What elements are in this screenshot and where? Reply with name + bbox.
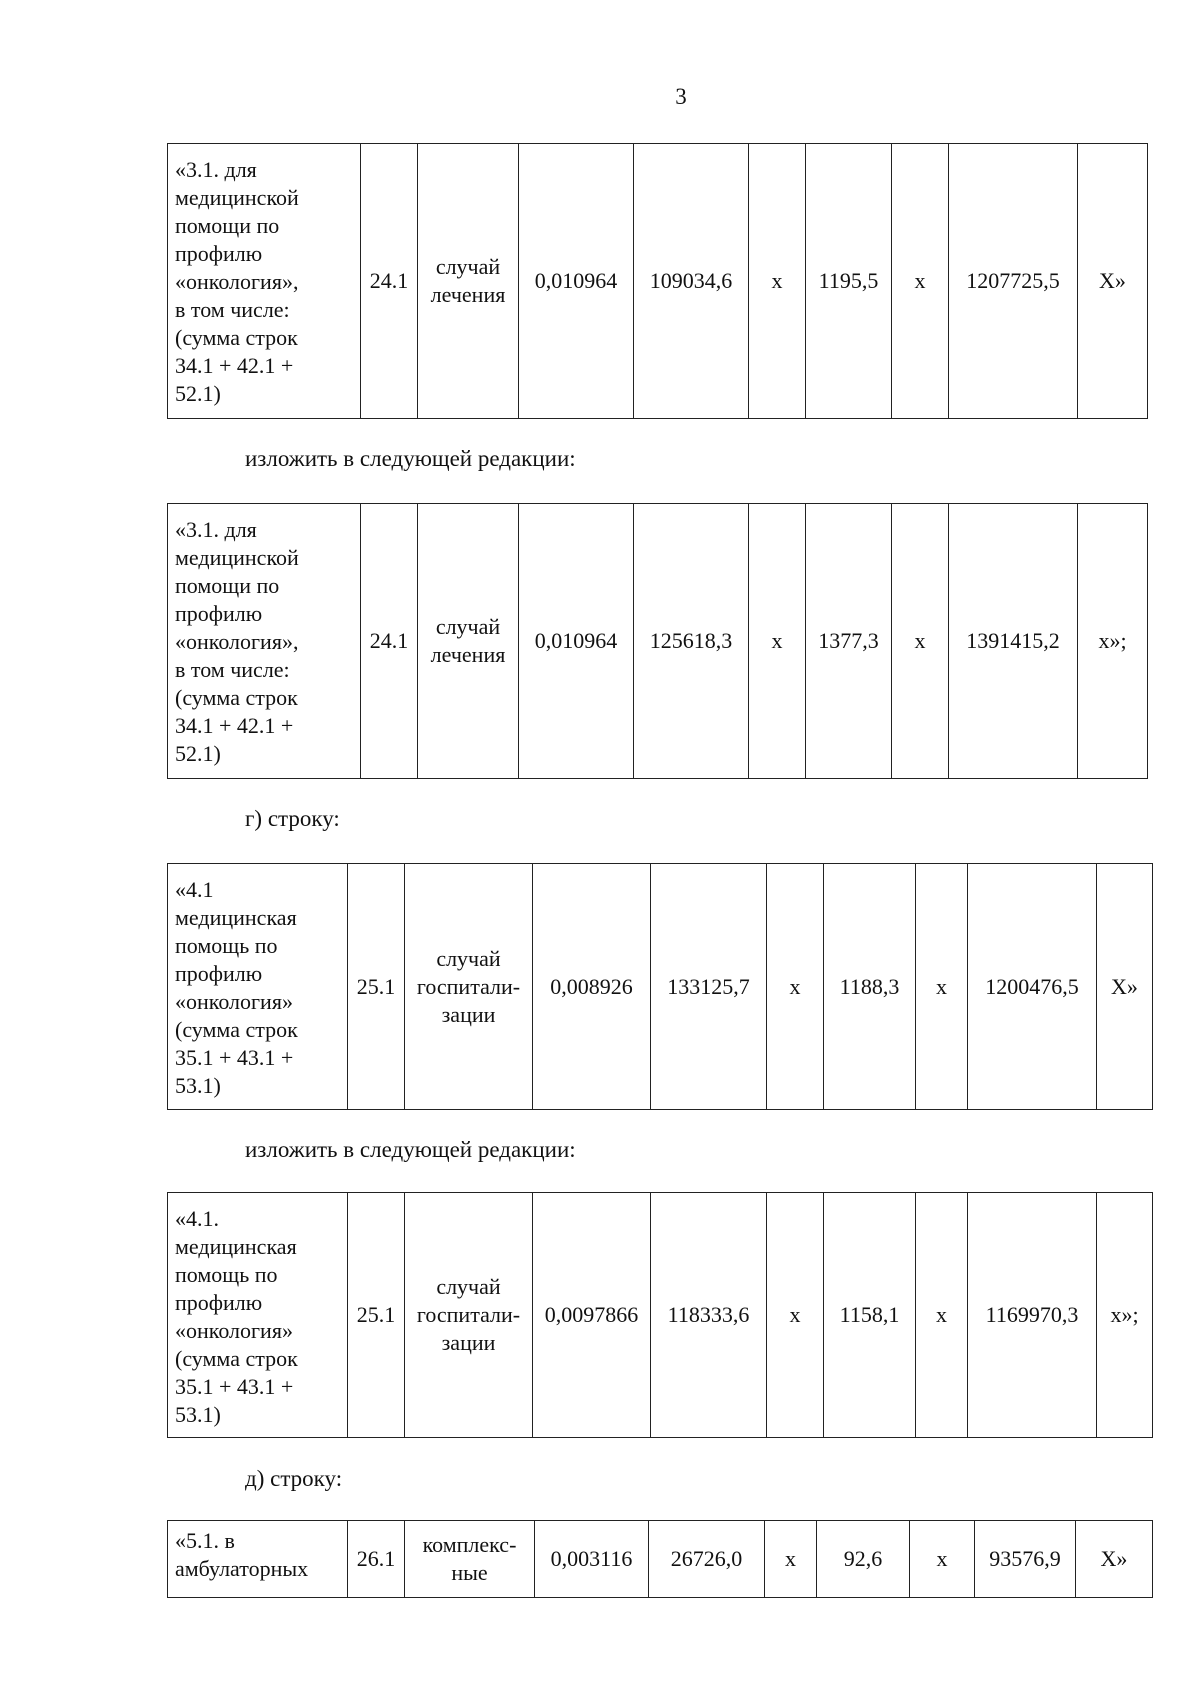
unit-of-measure: случай лечения (418, 504, 519, 779)
per-capita-value: 92,6 (817, 1521, 910, 1598)
row-description: «4.1. медицинская помощь по профилю «онкология» (сумма строк 35.1 + 43.1 + 53.1) (168, 1193, 348, 1438)
volume-norm: 0,008926 (533, 864, 651, 1110)
row-number: 24.1 (361, 504, 418, 779)
volume-norm: 0,003116 (535, 1521, 649, 1598)
row-description: «5.1. в амбулаторных (168, 1521, 348, 1598)
table-row-5-1-old (167, 1520, 1153, 1598)
table-row-3-1-new (167, 503, 1148, 779)
row-description: «4.1 медицинская помощь по профилю «онкология» (сумма строк 35.1 + 43.1 + 53.1) (168, 864, 348, 1110)
total-cost: 1169970,3 (968, 1193, 1097, 1438)
paragraph-edit-1: изложить в следующей редакции: (245, 446, 576, 471)
total-cost: 1391415,2 (949, 504, 1078, 779)
per-capita-value: 1377,3 (806, 504, 892, 779)
cell-x: х (916, 1193, 968, 1438)
unit-of-measure: комплекс- ные (405, 1521, 535, 1598)
cell-x: х (767, 1193, 824, 1438)
volume-norm: 0,010964 (519, 504, 634, 779)
cost-norm: 118333,6 (651, 1193, 767, 1438)
paragraph-row-d: д) строку: (245, 1466, 343, 1491)
row-description: «3.1. для медицинской помощи по профилю «онкология», в том числе: (сумма строк 34.1 + 42.1 + 52.1) (168, 504, 361, 779)
cell-x-end: х»; (1097, 1193, 1153, 1438)
paragraph-row-g: г) строку: (245, 806, 340, 831)
cell-x: х (767, 864, 824, 1110)
cell-x: х (916, 864, 968, 1110)
cell-x: х (749, 144, 806, 419)
cost-norm: 26726,0 (649, 1521, 765, 1598)
volume-norm: 0,010964 (519, 144, 634, 419)
cost-norm: 125618,3 (634, 504, 749, 779)
total-cost: 93576,9 (975, 1521, 1076, 1598)
row-number: 26.1 (348, 1521, 405, 1598)
table-row-4-1-old (167, 863, 1153, 1110)
table-row-3-1-old (167, 143, 1148, 419)
volume-norm: 0,0097866 (533, 1193, 651, 1438)
cost-norm: 133125,7 (651, 864, 767, 1110)
cell-x: х (910, 1521, 975, 1598)
cell-x: х (749, 504, 806, 779)
total-cost: 1207725,5 (949, 144, 1078, 419)
unit-of-measure: случай лечения (418, 144, 519, 419)
cell-x: х (892, 504, 949, 779)
paragraph-edit-2: изложить в следующей редакции: (245, 1137, 576, 1162)
row-number: 24.1 (361, 144, 418, 419)
unit-of-measure: случай госпитали- зации (405, 864, 533, 1110)
total-cost: 1200476,5 (968, 864, 1097, 1110)
row-number: 25.1 (348, 864, 405, 1110)
per-capita-value: 1195,5 (806, 144, 892, 419)
table-row-4-1-new (167, 1192, 1153, 1438)
per-capita-value: 1158,1 (824, 1193, 916, 1438)
cost-norm: 109034,6 (634, 144, 749, 419)
unit-of-measure: случай госпитали- зации (405, 1193, 533, 1438)
page-number: 3 (675, 84, 687, 109)
cell-x: х (765, 1521, 817, 1598)
cell-x: х (892, 144, 949, 419)
cell-x-end: х»; (1078, 504, 1148, 779)
row-number: 25.1 (348, 1193, 405, 1438)
per-capita-value: 1188,3 (824, 864, 916, 1110)
row-description: «3.1. для медицинской помощи по профилю «онкология», в том числе: (сумма строк 34.1 + 42.1 + 52.1) (168, 144, 361, 419)
cell-x-end: Х» (1076, 1521, 1153, 1598)
cell-x-end: Х» (1097, 864, 1153, 1110)
cell-x-end: Х» (1078, 144, 1148, 419)
